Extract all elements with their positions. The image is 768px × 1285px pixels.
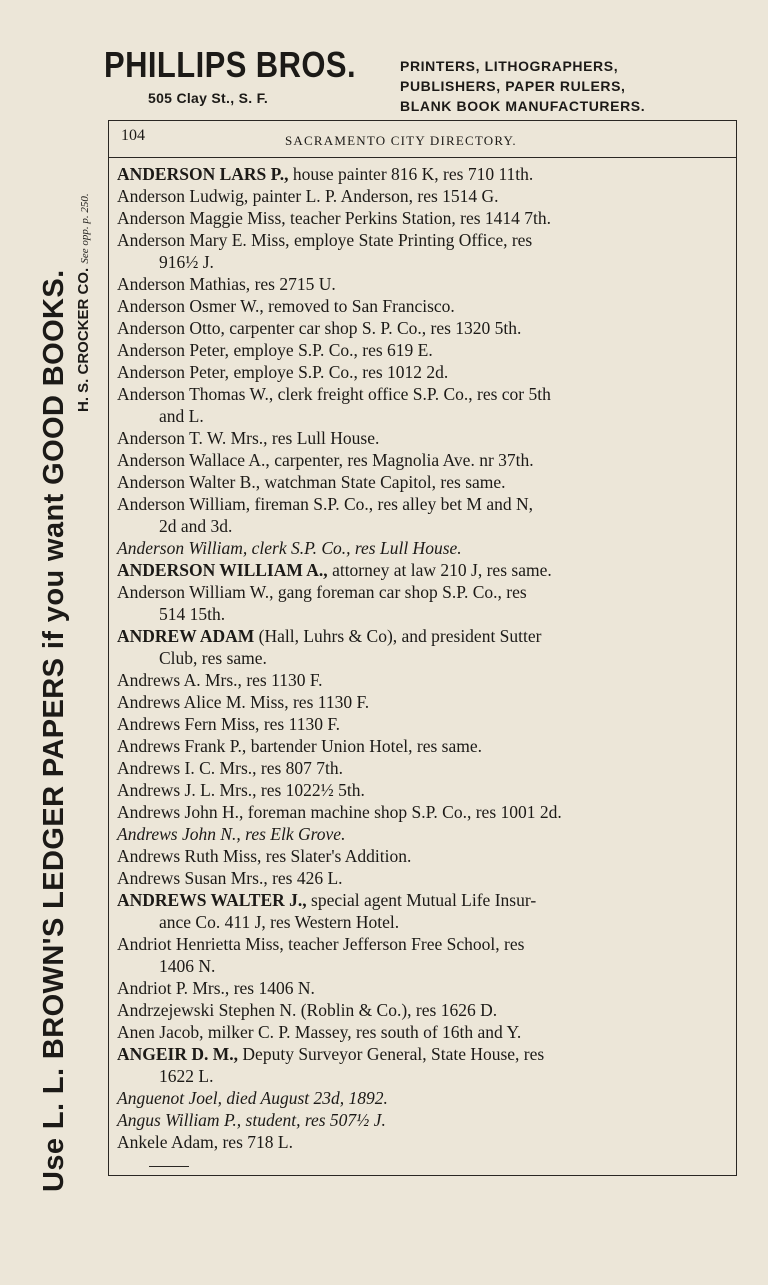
side-sub-note: See opp. p. 250. bbox=[79, 193, 91, 264]
entry-name: Anderson Peter, bbox=[117, 362, 230, 382]
directory-entry bbox=[117, 625, 723, 669]
service-line: PUBLISHERS, PAPER RULERS, bbox=[400, 78, 626, 94]
entry-name: Anderson Peter, bbox=[117, 340, 230, 360]
directory-entry bbox=[117, 889, 723, 933]
entry-text: teacher Jefferson Free School, res bbox=[283, 934, 525, 954]
entry-text: res 1406 N. bbox=[229, 978, 315, 998]
entry-name: Anderson William, bbox=[117, 494, 251, 514]
directory-entry bbox=[117, 735, 723, 757]
entry-text: house painter 816 K, res 710 11th. bbox=[288, 164, 534, 184]
side-advertisement-sub bbox=[75, 82, 92, 412]
entry-text: teacher Perkins Station, res 1414 7th. bbox=[285, 208, 552, 228]
entry-text: res 807 7th. bbox=[256, 758, 344, 778]
directory-entry bbox=[117, 229, 723, 273]
entry-text: employe State Printing Office, res bbox=[289, 230, 533, 250]
directory-entry bbox=[117, 471, 723, 493]
entry-text: carpenter car shop S. P. Co., res 1320 5th. bbox=[224, 318, 522, 338]
entry-name: Andrews Ruth Miss, bbox=[117, 846, 262, 866]
entries-list bbox=[117, 163, 723, 1153]
entry-text: (Roblin & Co.), res 1626 D. bbox=[296, 1000, 498, 1020]
service-line: BLANK BOOK MANUFACTURERS. bbox=[400, 98, 646, 114]
entry-text: clerk S.P. Co., res Lull House. bbox=[247, 538, 462, 558]
directory-entry bbox=[117, 339, 723, 361]
entry-name: Andrews I. C. Mrs., bbox=[117, 758, 257, 778]
entry-text: res 1022½ 5th. bbox=[256, 780, 365, 800]
entry-name: Andrews John H., bbox=[117, 802, 244, 822]
entry-text: employe S.P. Co., res 619 E. bbox=[229, 340, 433, 360]
side-advertisement: Use L. L. BROWN'S LEDGER PAPERS if you want GOOD BOOKS. bbox=[38, 269, 70, 1192]
entry-continuation: 514 15th. bbox=[159, 604, 226, 624]
entry-text: res 2715 U. bbox=[250, 274, 336, 294]
entry-name: Anderson William, bbox=[117, 538, 248, 558]
directory-entry bbox=[117, 867, 723, 889]
directory-entry bbox=[117, 999, 723, 1021]
directory-entry bbox=[117, 537, 723, 559]
entry-text: special agent Mutual Life Insur- bbox=[306, 890, 537, 910]
entry-text: carpenter, res Magnolia Ave. nr 37th. bbox=[269, 450, 534, 470]
end-rule bbox=[149, 1166, 189, 1167]
entry-name: Anderson T. W. Mrs., bbox=[117, 428, 268, 448]
entry-name: Anen Jacob, bbox=[117, 1022, 204, 1042]
entry-name: Anguenot Joel, bbox=[117, 1088, 222, 1108]
directory-entry bbox=[117, 1109, 723, 1131]
entry-name: Anderson Maggie Miss, bbox=[117, 208, 286, 228]
entry-text: res 718 L. bbox=[218, 1132, 293, 1152]
entry-text: res 1130 F. bbox=[241, 670, 323, 690]
directory-entry bbox=[117, 823, 723, 845]
directory-entry bbox=[117, 1021, 723, 1043]
side-sub-firm: H. S. CROCKER CO. bbox=[75, 267, 92, 412]
service-line: PRINTERS, LITHOGRAPHERS, bbox=[400, 58, 619, 74]
entry-continuation: 916½ J. bbox=[159, 252, 214, 272]
entry-text: res Slater's Addition. bbox=[261, 846, 412, 866]
entry-text: res Elk Grove. bbox=[240, 824, 346, 844]
entry-text: clerk freight office S.P. Co., res cor 5th bbox=[273, 384, 551, 404]
entry-text: attorney at law 210 J, res same. bbox=[327, 560, 552, 580]
directory-entry bbox=[117, 933, 723, 977]
entry-name: Andrews John N., bbox=[117, 824, 241, 844]
directory-entry bbox=[117, 581, 723, 625]
entry-continuation: 2d and 3d. bbox=[159, 516, 233, 536]
entry-text: student, res 507½ J. bbox=[241, 1110, 386, 1130]
directory-entry bbox=[117, 1087, 723, 1109]
entry-name: Andriot Henrietta Miss, bbox=[117, 934, 284, 954]
directory-entry bbox=[117, 383, 723, 427]
directory-entry bbox=[117, 801, 723, 823]
entry-text: res Lull House. bbox=[267, 428, 380, 448]
entry-text: removed to San Francisco. bbox=[263, 296, 455, 316]
entry-text: foreman machine shop S.P. Co., res 1001 2d. bbox=[243, 802, 562, 822]
entry-text: employe S.P. Co., res 1012 2d. bbox=[229, 362, 449, 382]
entry-text: fireman S.P. Co., res alley bet M and N, bbox=[250, 494, 533, 514]
directory-entry bbox=[117, 273, 723, 295]
entry-continuation: ance Co. 411 J, res Western Hotel. bbox=[159, 912, 400, 932]
directory-entry bbox=[117, 207, 723, 229]
directory-entry bbox=[117, 449, 723, 471]
directory-frame bbox=[108, 120, 737, 1176]
entry-text: milker C. P. Massey, res south of 16th and Y. bbox=[203, 1022, 522, 1042]
directory-entry bbox=[117, 779, 723, 801]
firm-name: PHILLIPS BROS. bbox=[104, 44, 357, 85]
entry-name: Andrews A. Mrs., bbox=[117, 670, 242, 690]
directory-entry bbox=[117, 185, 723, 207]
entry-name: Andriot P. Mrs., bbox=[117, 978, 230, 998]
entry-name: ANDERSON WILLIAM A., bbox=[117, 560, 328, 580]
directory-entry bbox=[117, 977, 723, 999]
entry-text: res 1130 F. bbox=[288, 692, 370, 712]
entry-text: res 426 L. bbox=[267, 868, 343, 888]
entry-text: died August 23d, 1892. bbox=[221, 1088, 388, 1108]
directory-entry bbox=[117, 757, 723, 779]
entry-name: Anderson Ludwig, bbox=[117, 186, 249, 206]
directory-entry bbox=[117, 317, 723, 339]
firm-services bbox=[400, 56, 645, 116]
entry-name: Anderson Otto, bbox=[117, 318, 225, 338]
directory-entry bbox=[117, 163, 723, 185]
entry-name: Anderson Thomas W., bbox=[117, 384, 274, 404]
directory-entry bbox=[117, 669, 723, 691]
entry-name: ANDREW ADAM bbox=[117, 626, 255, 646]
entry-continuation: and L. bbox=[159, 406, 204, 426]
entry-text: Deputy Surveyor General, State House, res bbox=[238, 1044, 545, 1064]
entry-name: Anderson William W., bbox=[117, 582, 274, 602]
entry-text: watchman State Capitol, res same. bbox=[260, 472, 506, 492]
directory-entry bbox=[117, 427, 723, 449]
entry-name: Anderson Osmer W., bbox=[117, 296, 264, 316]
entry-name: Andrews Susan Mrs., bbox=[117, 868, 268, 888]
entry-continuation: Club, res same. bbox=[159, 648, 267, 668]
entry-name: ANDERSON LARS P., bbox=[117, 164, 289, 184]
entry-name: Ankele Adam, bbox=[117, 1132, 219, 1152]
directory-entry bbox=[117, 493, 723, 537]
entry-continuation: 1406 N. bbox=[159, 956, 216, 976]
entry-name: Anderson Mary E. Miss, bbox=[117, 230, 290, 250]
entry-name: ANDREWS WALTER J., bbox=[117, 890, 307, 910]
entry-name: Anderson Wallace A., bbox=[117, 450, 270, 470]
directory-entry bbox=[117, 1043, 723, 1087]
entry-text: (Hall, Luhrs & Co), and president Sutter bbox=[254, 626, 542, 646]
directory-entry bbox=[117, 845, 723, 867]
entry-name: Anderson Walter B., bbox=[117, 472, 261, 492]
entry-name: Andrews Fern Miss, bbox=[117, 714, 260, 734]
entry-text: gang foreman car shop S.P. Co., res bbox=[273, 582, 527, 602]
entry-text: res 1130 F. bbox=[259, 714, 341, 734]
running-head bbox=[109, 121, 736, 158]
directory-entry bbox=[117, 559, 723, 581]
entry-name: Andrews Frank P., bbox=[117, 736, 247, 756]
entry-name: ANGEIR D. M., bbox=[117, 1044, 239, 1064]
directory-entry bbox=[117, 295, 723, 317]
entry-continuation: 1622 L. bbox=[159, 1066, 214, 1086]
directory-entry bbox=[117, 713, 723, 735]
entry-name: Andrews J. L. Mrs., bbox=[117, 780, 257, 800]
entry-text: painter L. P. Anderson, res 1514 G. bbox=[248, 186, 499, 206]
running-title: SACRAMENTO CITY DIRECTORY. bbox=[285, 133, 517, 148]
entry-name: Andrews Alice M. Miss, bbox=[117, 692, 289, 712]
directory-entry bbox=[117, 1131, 723, 1153]
directory-entry bbox=[117, 361, 723, 383]
entry-name: Andrzejewski Stephen N. bbox=[117, 1000, 297, 1020]
page-number: 104 bbox=[121, 127, 145, 144]
firm-address: 505 Clay St., S. F. bbox=[148, 90, 269, 106]
entry-name: Anderson Mathias, bbox=[117, 274, 251, 294]
entry-name: Angus William P., bbox=[117, 1110, 242, 1130]
entry-text: bartender Union Hotel, res same. bbox=[246, 736, 482, 756]
directory-entry bbox=[117, 691, 723, 713]
